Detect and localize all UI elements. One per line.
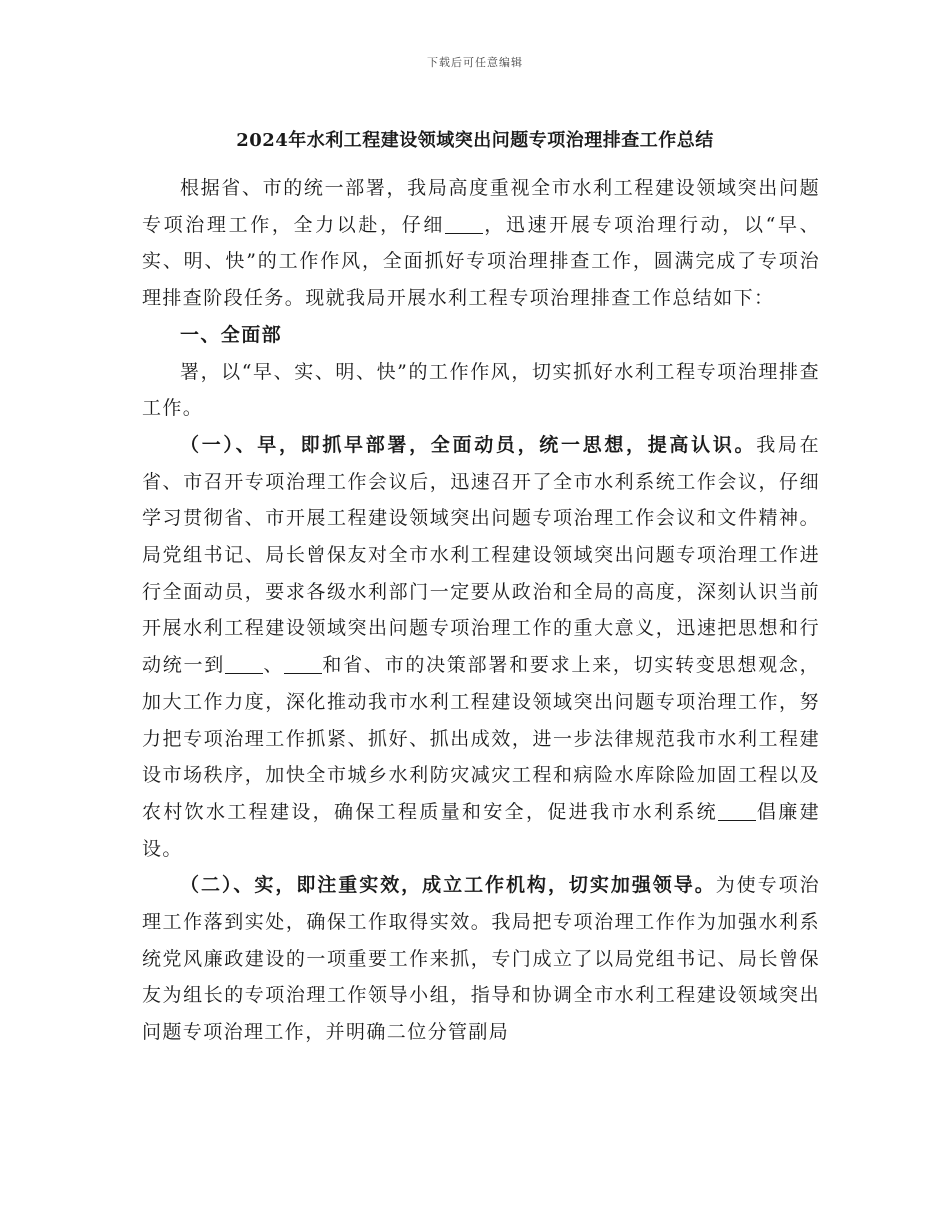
section-heading-1: 一、全面部	[180, 323, 283, 346]
paragraph-solid-text: 为使专项治理工作落到实处，确保工作取得实效。我局把专项治理工作作为加强水利系统党风廉政建设的一项重要工作来抓，专门成立了以局党组书记、局长曾保友为组长的专项治理工作领导小组，指导和协调全市水利工程建设领域突出问题专项治理工作，并明确二位分管副局	[142, 874, 820, 1044]
document-title: 2024年水利工程建设领域突出问题专项治理排查工作总结	[236, 130, 714, 151]
subsection-heading-solid: （二）、实，即注重实效，成立工作机构，切实加强领导。	[180, 874, 716, 897]
blank-underline	[284, 655, 322, 674]
paragraph-intro-text-a: 根据省、市的统一部署，我局高度重视全市水利工程建设领域突出问题专项治理工作，全力以赴，仔细	[142, 177, 820, 236]
paragraph-early	[142, 427, 820, 867]
blank-underline	[445, 215, 483, 234]
blank-underline	[718, 802, 756, 821]
paragraph-early-text-a: 我局在省、市召开专项治理工作会议后，迅速召开了全市水利系统工作会议，仔细学习贯彻省、市开展工程建设领域突出问题专项治理工作会议和文件精神。局党组书记、局长曾保友对全市水利工程建设领域突出问题专项治理工作进行全面动员，要求各级水利部门一定要从政治和全局的高度，深刻认识当前开展水利工程建设领域突出问题专项治理工作的重大意义，迅速把思想和行动统一到	[142, 433, 820, 677]
paragraph-intro-text-b: ，迅速开展专项治理行动，以“早、实、明、快”的工作作风，全面抓好专项治理排查工作，圆满完成了专项治理排查阶段任务。现就我局开展水利工程专项治理排查工作总结如下：	[142, 213, 820, 310]
paragraph-intro	[142, 170, 820, 317]
paragraph-section1-continuation: 署，以“早、实、明、快”的工作作风，切实抓好水利工程专项治理排查工作。	[142, 360, 820, 420]
paragraph-early-text-c: 倡廉建设。	[142, 800, 820, 860]
paragraph-early-separator: 、	[262, 654, 285, 677]
page-header-note: 下载后可任意编辑	[427, 56, 523, 69]
document-body	[142, 170, 820, 1051]
paragraph-early-text-b: 和省、市的决策部署和要求上来，切实转变思想观念，加大工作力度，深化推动我市水利工程建设领域突出问题专项治理工作，努力把专项治理工作抓紧、抓好、抓出成效，进一步法律规范我市水利工程建设市场秩序，加快全市城乡水利防灾减灾工程和病险水库除险加固工程以及农村饮水工程建设，确保工程质量和安全，促进我市水利系统	[142, 654, 820, 823]
blank-underline	[225, 655, 263, 674]
subsection-heading-early: （一）、早，即抓早部署，全面动员，统一思想，提高认识。	[180, 433, 757, 456]
paragraph-solid	[142, 867, 820, 1051]
